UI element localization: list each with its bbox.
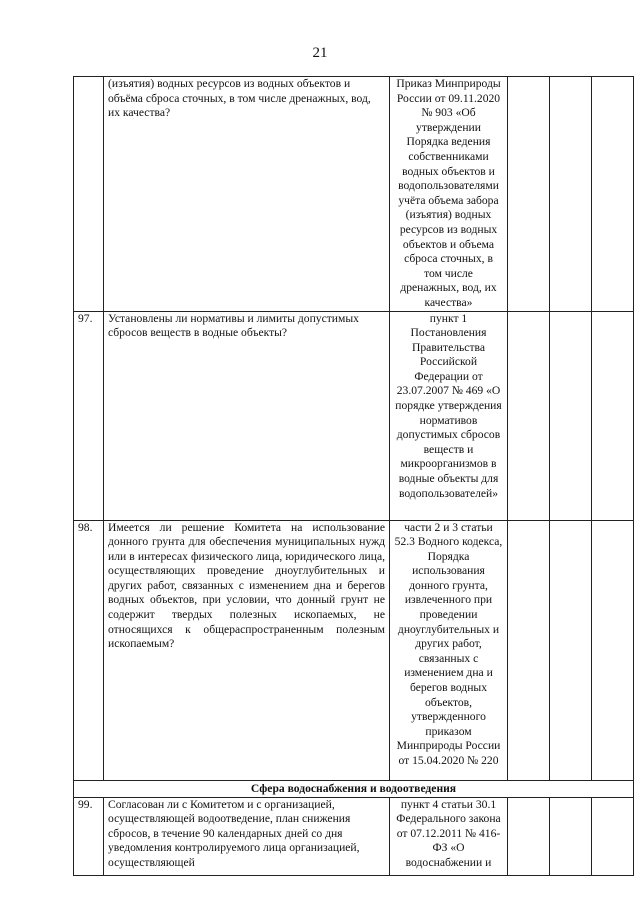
row-number [74,77,104,312]
question-text: Установлены ли нормативы и лимиты допустимых сбросов веществ в водные объекты? [104,311,390,520]
legal-basis: части 2 и 3 статьи 52.3 Водного кодекса, Порядка использования донного грунта, извлеченного при проведении дноуглубительных и других работ, связанных с изменением дна и берегов водных объектов, утвержденного приказом Минприроды России от 15.04.2020 № 220 [390,520,508,780]
answer-cell-no[interactable] [550,797,592,875]
answer-cell-na[interactable] [592,797,634,875]
legal-basis: Приказ Минприроды России от 09.11.2020 № 903 «Об утверждении Порядка ведения собственниками водных объектов и водопользователями учёта объема забора (изъятия) водных ресурсов из водных объектов и объема сброса сточных, в том числе дренажных, вод, их качества» [390,77,508,312]
checklist-table [73,76,634,876]
row-number: 99. [74,797,104,875]
table-row [74,797,634,875]
row-number: 97. [74,311,104,520]
answer-cell-yes[interactable] [508,797,550,875]
table-row [74,77,634,312]
question-text: Согласован ли с Комитетом и с организацией, осуществляющей водоотведение, план снижения сбросов, в течение 90 календарных дней со дня уведомления контролируемого лица организацией, осуществляющей [104,797,390,875]
answer-cell-na[interactable] [592,520,634,780]
question-text: (изъятия) водных ресурсов из водных объектов и объёма сброса сточных, в том числе дренажных, вод, их качества? [104,77,390,312]
answer-cell-yes[interactable] [508,520,550,780]
answer-cell-no[interactable] [550,311,592,520]
table-row [74,311,634,520]
answer-cell-yes[interactable] [508,77,550,312]
table-row [74,520,634,780]
section-row [74,780,634,797]
answer-cell-yes[interactable] [508,311,550,520]
answer-cell-no[interactable] [550,77,592,312]
answer-cell-no[interactable] [550,520,592,780]
row-number: 98. [74,520,104,780]
answer-cell-na[interactable] [592,311,634,520]
legal-basis: пункт 1 Постановления Правительства Российской Федерации от 23.07.2007 № 469 «О порядке утверждения нормативов допустимых сбросов веществ и микроорганизмов в водные объекты для водопользователей» [390,311,508,520]
section-title: Сфера водоснабжения и водоотведения [74,780,634,797]
question-text: Имеется ли решение Комитета на использование донного грунта для обеспечения муниципальных нужд или в интересах физического лица, юридического лица, осуществляющих проведение дноуглубительных и других работ, связанных с изменением дна и берегов водных объектов, при условии, что донный грунт не содержит твердых полезных ископаемых, не относящихся к общераспространенным полезным ископаемым? [104,520,390,780]
legal-basis: пункт 4 статьи 30.1 Федерального закона от 07.12.2011 № 416-ФЗ «О водоснабжении и [390,797,508,875]
page-number: 21 [312,45,328,61]
answer-cell-na[interactable] [592,77,634,312]
